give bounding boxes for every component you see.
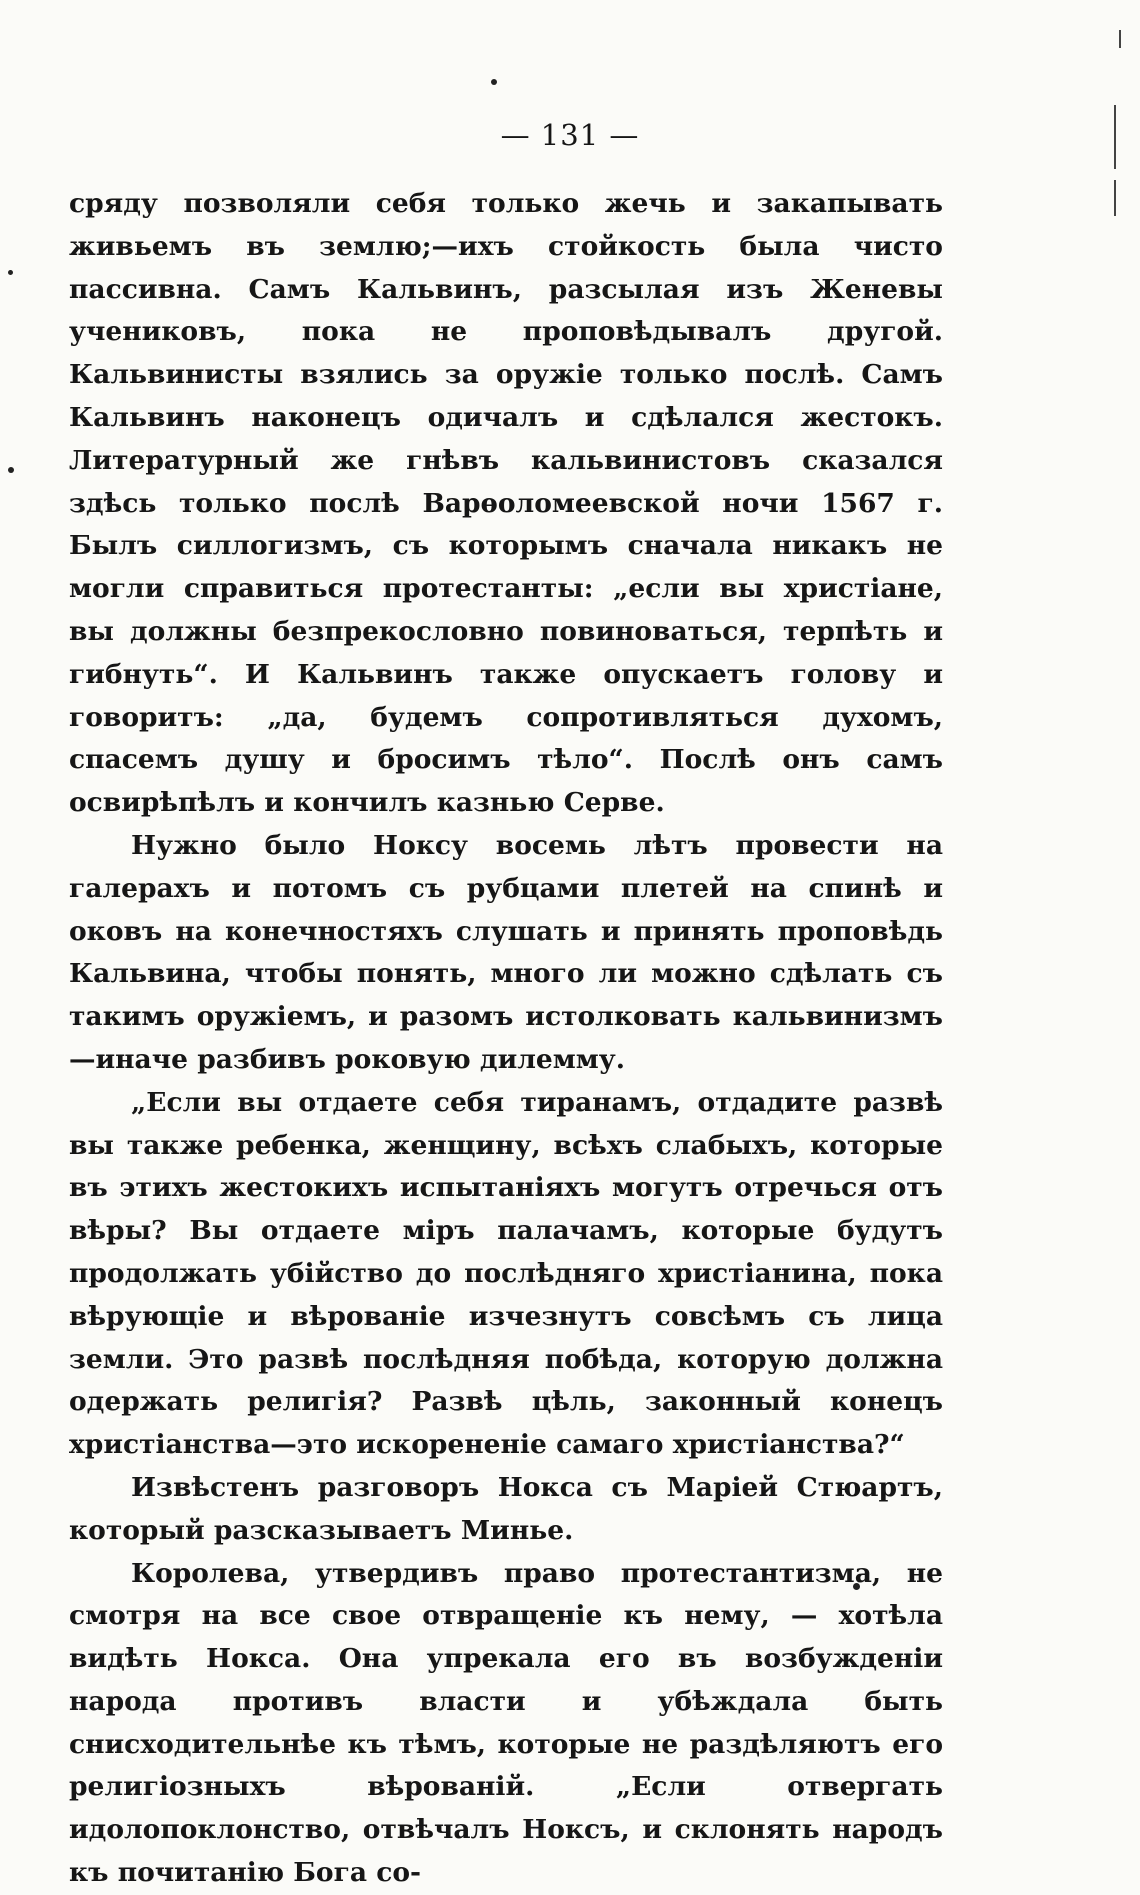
ink-speck <box>8 270 13 275</box>
quoted-paragraph: „Если вы отдаете себя тиранамъ, отдадите развѣ вы также ребенка, женщину, всѣхъ слабыхъ, которые въ этихъ жестокихъ испытаніяхъ могутъ отречься отъ вѣры? Вы отдаете міръ палачамъ, которые будутъ продолжать убійство до послѣдняго христіанина, пока вѣрующіе и вѣрованіе изчезнутъ совсѣмъ съ лица земли. Это развѣ послѣдняя побѣда, которую должна одержать религія? Развѣ цѣль, законный конецъ христіанства—это искорененіе самаго христіанства?“ <box>69 1086 943 1461</box>
page-number: — 131 — <box>500 118 640 152</box>
ink-speck <box>491 79 497 85</box>
scan-edge-mark <box>1119 30 1121 48</box>
ink-speck <box>8 467 14 473</box>
paragraph: Извѣстенъ разговоръ Нокса съ Маріей Стюартъ, который разсказываетъ Минье. <box>69 1471 943 1546</box>
paragraph: Нужно было Ноксу восемь лѣтъ провести на галерахъ и потомъ съ рубцами плетей на спинѣ и оковъ на конечностяхъ слушать и принять проповѣдь Кальвина, чтобы понять, много ли можно сдѣлать съ такимъ оружіемъ, и разомъ истолковать кальвинизмъ—иначе разбивъ роковую дилемму. <box>69 829 943 1075</box>
scan-edge-mark <box>1114 180 1116 216</box>
body-text <box>69 183 943 1895</box>
paragraph: Королева, утвердивъ право протестантизма, не смотря на все свое отвращеніе къ нему, — хотѣла видѣть Нокса. Она упрекала его въ возбужденіи народа противъ власти и убѣждала быть снисходительнѣе къ тѣмъ, которые не раздѣляютъ его религіозныхъ вѣрованій. „Если отвергать идолопоклонство, отвѣчалъ Ноксъ, и склонять народъ къ почитанію Бога со- <box>69 1557 943 1889</box>
paragraph: сряду позволяли себя только жечь и закапывать живьемъ въ землю;—ихъ стойкость была чисто пассивна. Самъ Кальвинъ, разсылая изъ Женевы учениковъ, пока не проповѣдывалъ другой. Кальвинисты взялись за оружіе только послѣ. Самъ Кальвинъ наконецъ одичалъ и сдѣлался жестокъ. Литературный же гнѣвъ кальвинистовъ сказался здѣсь только послѣ Варѳоломеевской ночи 1567 г. Былъ силлогизмъ, съ которымъ сначала никакъ не могли справиться протестанты: „если вы христіане, вы должны безпрекословно повиноваться, терпѣть и гибнуть“. И Кальвинъ также опускаетъ голову и говоритъ: „да, будемъ сопротивляться духомъ, спасемъ душу и бросимъ тѣло“. Послѣ онъ самъ освирѣпѣлъ и кончилъ казнью Серве. <box>69 188 943 819</box>
